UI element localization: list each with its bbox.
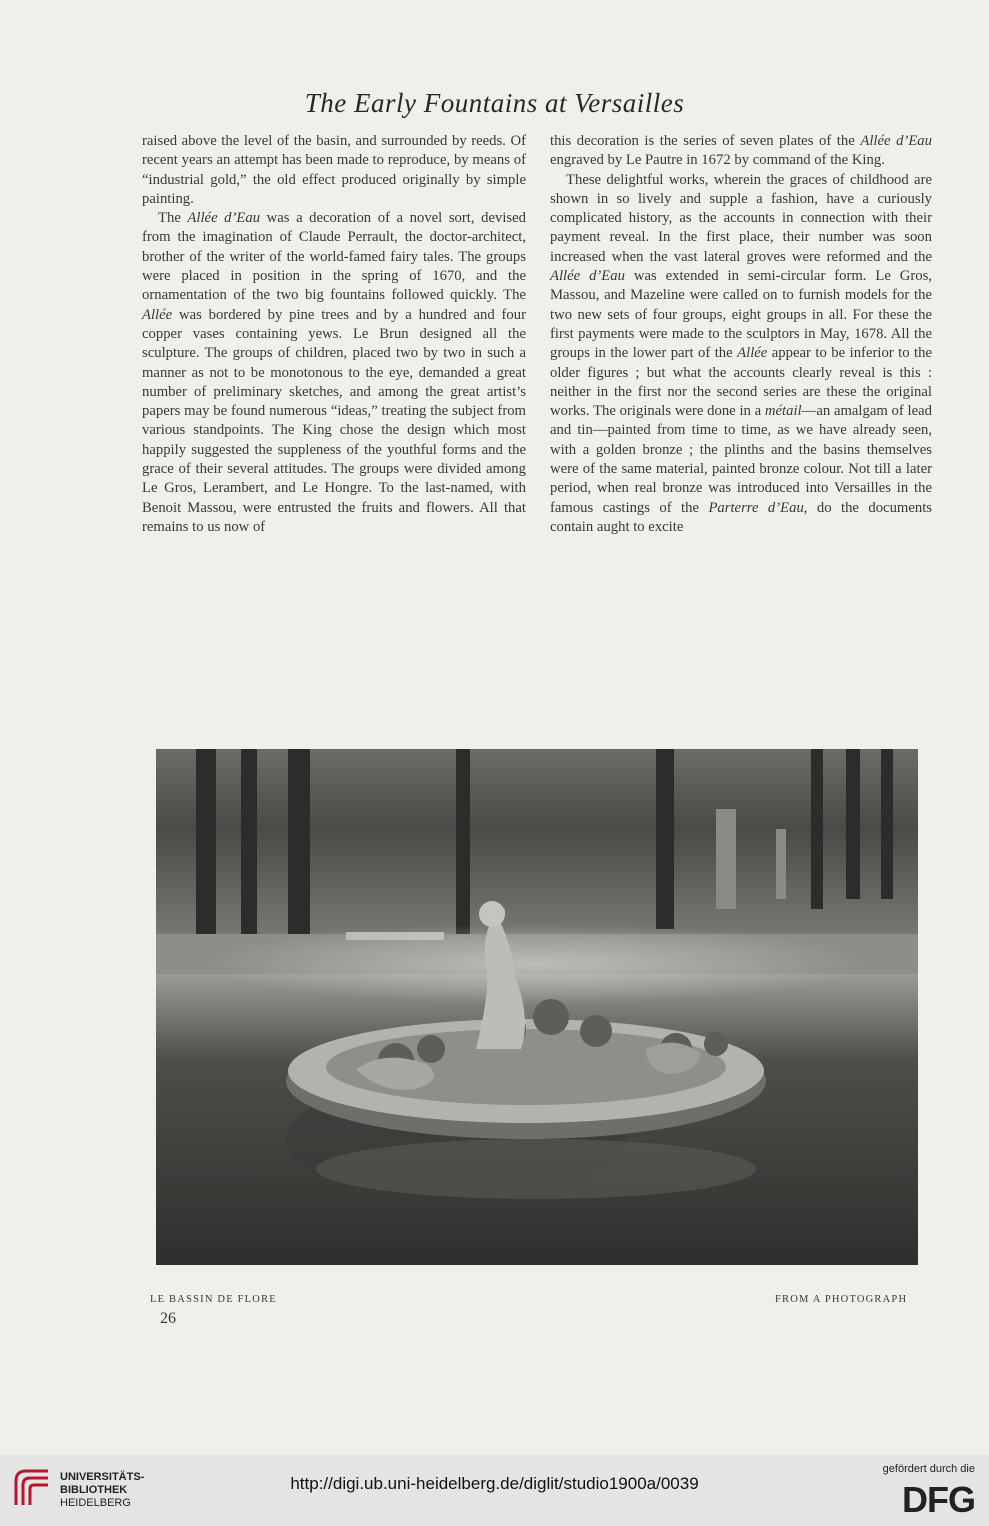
caption-title: LE BASSIN DE FLORE (150, 1294, 277, 1305)
page-number: 26 (160, 1310, 176, 1327)
text-run: appear to be inferior to the older figures ; but what the accounts clearly reveal is this : neither in the first nor the second series are these the original works. The originals were done in a (550, 345, 932, 420)
text-run: engraved by Le Pautre in 1672 by command of the King. (550, 152, 885, 169)
text-run: These delightful works, wherein the graces of childhood are shown in so lively and supple a fashion, have a curiously complicated history, as the accounts in connection with their payment reveal. In the first place, their number was soon increased when the vast lateral groves were reformed and the (550, 171, 932, 265)
text-run: was a decoration of a novel sort, devised from the imagination of Claude Perrault, the doctor-architect, brother of the writer of the world-famed fairy tales. The groups were placed in position in the spring of 1670, and the ornamentation of the two big fountains followed quickly. The (142, 210, 526, 304)
italic-run: métail (764, 403, 802, 420)
logo-line-3: HEIDELBERG (60, 1497, 131, 1509)
italic-run: Allée d’Eau (187, 210, 261, 227)
text-run: raised above the level of the basin, and surrounded by reeds. Of recent years an attempt has been made to reproduce, by means of “industrial gold,” the old effect produced originally by simple painting. (142, 133, 526, 207)
italic-run: Allée d’Eau (860, 133, 932, 149)
logo-line-2: BIBLIOTHEK (60, 1484, 128, 1496)
permalink-url[interactable]: http://digi.ub.uni-heidelberg.de/diglit/studio1900a/0039 (290, 1474, 699, 1493)
italic-run: Allée d’Eau (550, 268, 625, 285)
text-run: was extended in semi-circular form. Le Gros, Massou, and Mazeline were called on to furnish models for the two new sets of four groups, eight groups in all. For these the first payments were made to the sculptors in May, 1678. All the groups in the lower part of the (550, 268, 932, 362)
italic-run: Parterre d’Eau (708, 499, 804, 516)
funding-note: gefördert durch die (882, 1463, 975, 1475)
fountain-photograph (156, 749, 918, 1265)
right-column (550, 132, 932, 537)
text-run: The (158, 210, 188, 227)
text-run: this decoration is the series of seven plates of the (550, 133, 861, 149)
italic-run: Allée (142, 306, 173, 323)
italic-run: Allée (737, 345, 768, 362)
running-head: The Early Fountains at Versailles (304, 88, 685, 118)
text-run: —an amalgam of lead and tin—painted from time to time, as we have already seen, with a golden bronze ; the plinths and the basins themselves were of the same material, painted bronze colour. Not till a later period, when real bronze was introduced into Versailles in the famous castings of the (550, 403, 933, 516)
text-run: was bordered by pine trees and by a hundred and four copper vases containing yews. Le Brun designed all the sculpture. The groups of children, placed two by two in such a manner as not to be monotonous to the eye, demanded a great number of preliminary sketches, and among the great artist’s papers may be found numerous “ideas,” treating the subject from various standpoints. The King chose the design which most happily suggested the suppleness of the youthful forms and the grace of their several attitudes. The groups were divided among Le Gros, Lerambert, and Le Hongre. To the last-named, with Benoit Massou, were entrusted the fruits and flowers. All that remains to us now of (142, 306, 526, 535)
caption-source: FROM A PHOTOGRAPH (775, 1294, 908, 1305)
logo-line-1: UNIVERSITÄTS- (60, 1471, 145, 1483)
paragraph (550, 171, 932, 538)
paragraph (142, 132, 526, 209)
left-column (142, 132, 526, 537)
viewer-footer (0, 1455, 989, 1526)
dfg-logo[interactable]: DFG (902, 1479, 975, 1520)
text-run: , do the documents contain aught to excite (550, 499, 932, 535)
paragraph (142, 209, 526, 537)
paragraph (550, 132, 932, 171)
